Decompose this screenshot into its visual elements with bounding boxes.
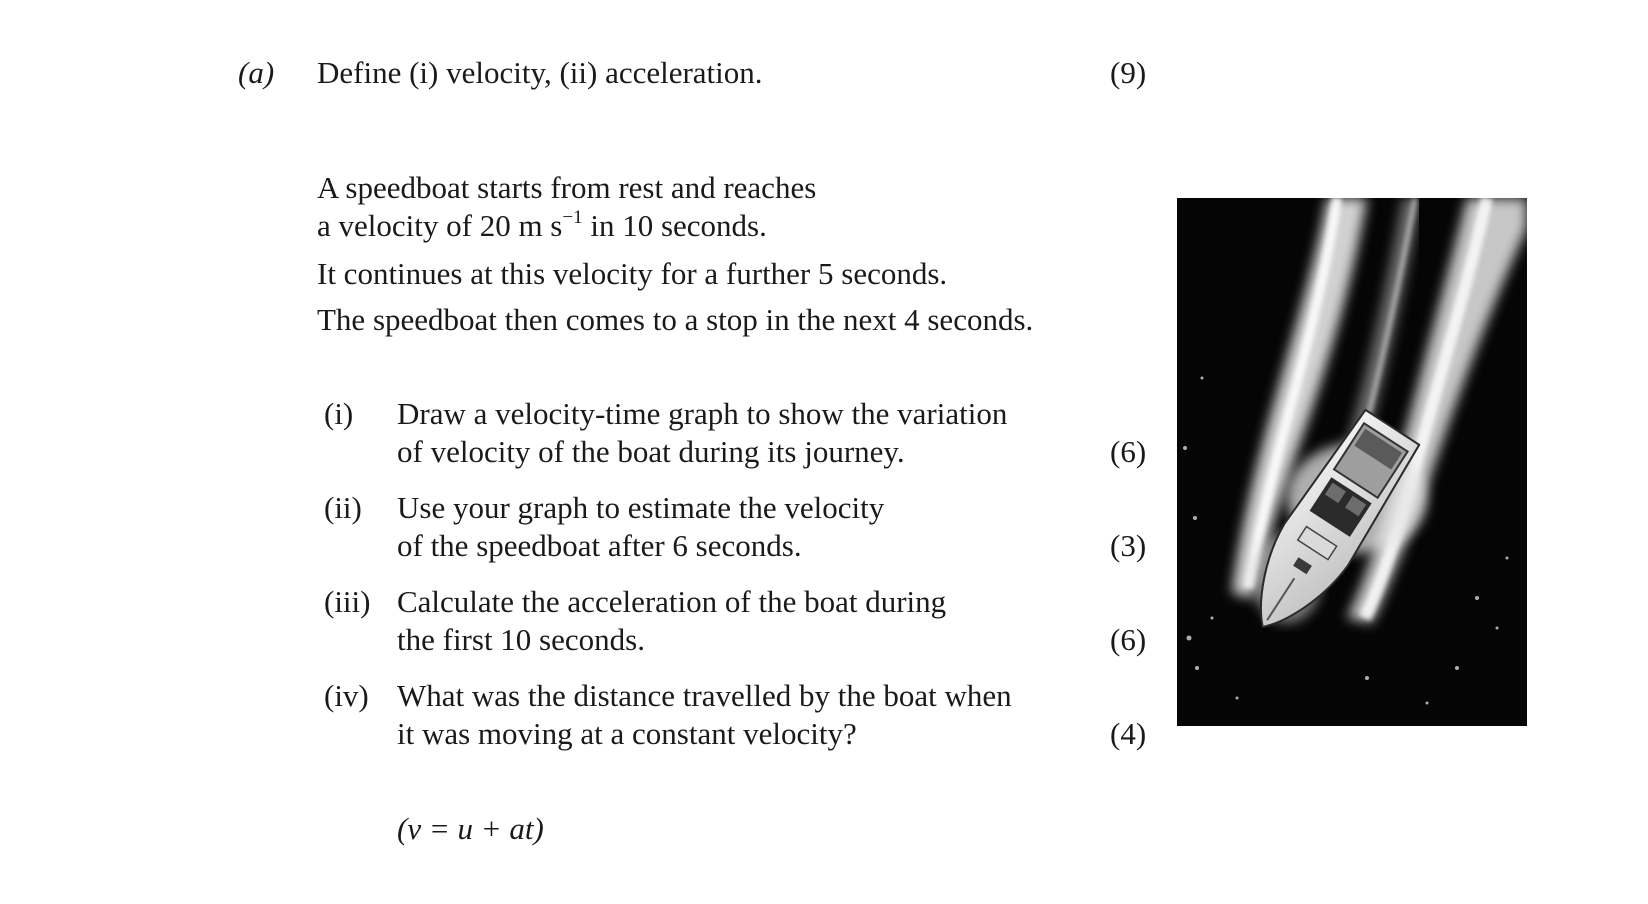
intro-line-4: The speedboat then comes to a stop in the next 4 seconds. <box>317 302 1034 337</box>
question-i-line-2: of velocity of the boat during its journey. <box>397 434 905 469</box>
question-number-ii: (ii) <box>324 490 362 525</box>
question-i-marks: (6) <box>1110 434 1147 469</box>
part-a-label: (a) <box>238 55 275 90</box>
question-iv-line-1: What was the distance travelled by the boat when <box>397 678 1012 713</box>
question-iii-line-1: Calculate the acceleration of the boat during <box>397 584 947 619</box>
intro-line-2 <box>317 207 767 250</box>
question-number-i: (i) <box>324 396 354 431</box>
question-number-iii: (iii) <box>324 584 371 619</box>
part-a-question: Define (i) velocity, (ii) acceleration. <box>317 55 763 90</box>
question-ii-marks: (3) <box>1110 528 1147 563</box>
intro-line-2-pre: a velocity of 20 m s <box>317 208 563 243</box>
question-iv-marks: (4) <box>1110 716 1147 751</box>
question-iv-line-2: it was moving at a constant velocity? <box>397 716 857 751</box>
unit-superscript: −1 <box>562 207 583 228</box>
intro-line-3: It continues at this velocity for a further 5 seconds. <box>317 256 948 291</box>
speedboat-photo <box>1177 198 1527 726</box>
intro-line-2-post: in 10 seconds. <box>582 208 767 243</box>
question-number-iv: (iv) <box>324 678 369 713</box>
question-iii-marks: (6) <box>1110 622 1147 657</box>
formula-hint: (v = u + at) <box>397 811 544 846</box>
question-i-line-1: Draw a velocity-time graph to show the variation <box>397 396 1008 431</box>
question-ii-line-1: Use your graph to estimate the velocity <box>397 490 885 525</box>
question-iii-line-2: the first 10 seconds. <box>397 622 645 657</box>
question-ii-line-2: of the speedboat after 6 seconds. <box>397 528 802 563</box>
part-a-marks: (9) <box>1110 55 1147 90</box>
intro-line-1: A speedboat starts from rest and reaches <box>317 170 817 205</box>
